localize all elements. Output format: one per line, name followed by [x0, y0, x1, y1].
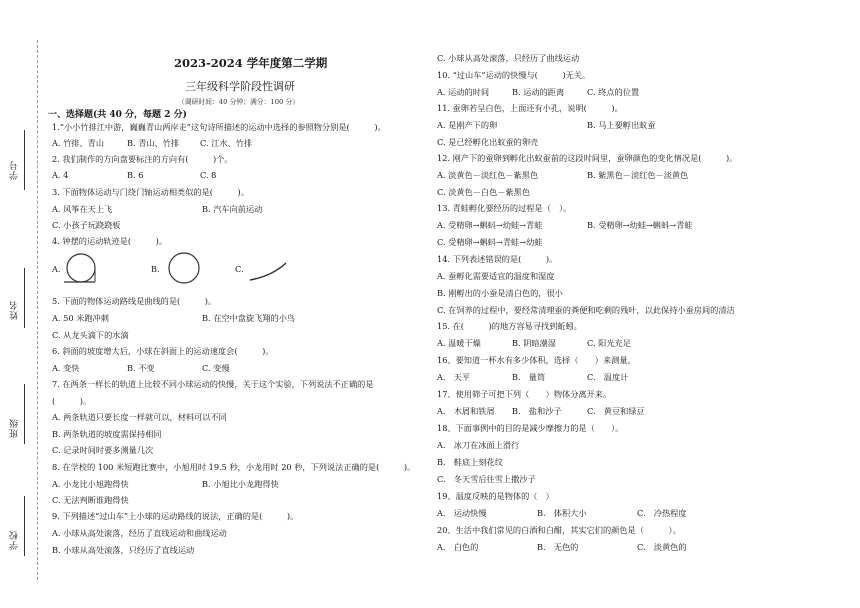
class-line	[24, 384, 25, 444]
q17-option-a[interactable]: A. 木屑和铁屑	[437, 406, 495, 416]
q9-option-c[interactable]: C. 小球从高处滚落，只经历了曲线运动	[437, 53, 580, 63]
q4-stem: 4. 钟摆的运动轨迹是( )。	[52, 236, 168, 246]
school-line	[24, 496, 25, 556]
school-label: 学校	[10, 530, 20, 550]
q4-figure-a	[62, 251, 102, 287]
q15-option-a[interactable]: A. 温暖干燥	[437, 338, 481, 348]
q12-stem: 12. 刚产下的蚕卵到孵化出蚁蚕前的这段时间里，蚕卵颜色的变化情况是( )。	[437, 153, 738, 163]
q10-option-a[interactable]: A. 运动的时间	[437, 87, 490, 97]
q9-stem: 9. 下列描述“过山车”上小球的运动路线的说法，正确的是( )。	[52, 511, 299, 521]
q6-stem: 6. 斜面的坡度增大后，小球在斜面上的运动速度会( )。	[52, 346, 274, 356]
q7-stem: 7. 在两条一样长的轨道上比较不同小球运动的快慢，关于这个实验，下列说法不正确的是	[52, 379, 374, 389]
q15-stem: 15. 在( )的地方容易寻找到蚯蚓。	[437, 321, 582, 331]
q14-option-c[interactable]: C. 在饲养的过程中，要经常清理蚕的粪便和吃剩的残叶，以此保持小蚕房间的清洁	[437, 305, 735, 315]
q5-stem: 5. 下面的物体运动路线是曲线的是( )。	[52, 296, 217, 306]
q12-option-c[interactable]: C. 淡黄色－白色－紫黑色	[437, 187, 531, 197]
q6-option-c[interactable]: C. 变慢	[202, 363, 230, 373]
q16-option-b[interactable]: B. 量筒	[512, 372, 546, 382]
q20-option-b[interactable]: B. 无色的	[537, 542, 579, 552]
q2-option-c[interactable]: C. 8	[200, 170, 217, 180]
q12-option-b[interactable]: B. 紫黑色－淡红色－淡黄色	[587, 170, 689, 180]
section-heading: 一、选择题(共 40 分，每题 2 分)	[48, 110, 187, 120]
q19-option-a[interactable]: A. 运动快慢	[437, 508, 487, 518]
q6-option-a[interactable]: A. 变快	[52, 363, 80, 373]
q5-option-a[interactable]: A. 50 米跑冲刺	[52, 313, 109, 323]
name-line	[24, 268, 25, 328]
q16-option-a[interactable]: A. 天平	[437, 372, 471, 382]
q20-option-c[interactable]: C. 淡黄色的	[637, 542, 687, 552]
q11-option-b[interactable]: B. 马上要孵出蚁蚕	[587, 120, 656, 130]
name-label: 姓名	[10, 300, 20, 320]
binding-strip	[0, 0, 40, 608]
q9-option-a[interactable]: A. 小球从高处滚落，经历了直线运动和曲线运动	[52, 528, 227, 538]
q4-option-b[interactable]: B.	[151, 264, 160, 274]
q2-stem: 2. 我们制作的方向盘要标注的方向有( )个。	[52, 154, 233, 164]
q7-option-a[interactable]: A. 两条轨道只要长度一样就可以，材料可以不同	[52, 412, 227, 422]
q15-option-b[interactable]: B. 阴暗潮湿	[512, 338, 556, 348]
q13-option-b[interactable]: B. 受精卵→幼蛙→蝌蚪→青蛙	[587, 220, 693, 230]
q11-stem: 11. 蚕卵若呈白色，上面还有小孔，说明( )。	[437, 103, 623, 113]
cut-line	[37, 40, 38, 580]
q19-option-c[interactable]: C. 冷热程度	[637, 508, 687, 518]
q2-option-a[interactable]: A. 4	[52, 170, 69, 180]
q3-stem: 3. 下面物体运动与门绕门轴运动相类似的是( )。	[52, 187, 249, 197]
q13-option-a[interactable]: A. 受精卵→蝌蚪→幼蛙→青蛙	[437, 220, 543, 230]
q14-option-a[interactable]: A. 蚕孵化需要适宜的温度和湿度	[437, 271, 555, 281]
q4-figure-b	[165, 251, 205, 287]
q5-option-b[interactable]: B. 在空中盘旋飞翔的小鸟	[202, 313, 296, 323]
q1-option-c[interactable]: C. 江水、竹排	[200, 138, 253, 148]
q11-option-a[interactable]: A. 是刚产下的卵	[437, 120, 498, 130]
q13-option-c[interactable]: C. 受精卵→蝌蚪→青蛙→幼蛙	[437, 237, 543, 247]
q18-option-c[interactable]: C. 冬天雪后往雪上撒沙子	[437, 474, 536, 484]
q1-stem: 1.“小小竹排江中游，巍巍青山两岸走”这句诗所描述的运动中选择的参照物分别是( )。	[52, 122, 386, 132]
q20-option-a[interactable]: A. 白色的	[437, 542, 479, 552]
q18-option-a[interactable]: A. 冰刀在冰面上滑行	[437, 440, 520, 450]
q15-option-c[interactable]: C. 阳光充足	[587, 338, 631, 348]
q14-option-b[interactable]: B. 刚孵出的小蚕是清白色的，很小	[437, 288, 563, 298]
q17-option-b[interactable]: B. 盐和沙子	[512, 406, 562, 416]
q19-stem: 19、温度反映的是物体的（ ）	[437, 491, 554, 501]
q6-option-b[interactable]: B. 不变	[127, 363, 155, 373]
q16-stem: 16、要知道一杯水有多少体积，选择（ ）来测量。	[437, 355, 636, 365]
q7-stem-continued: ( )。	[52, 396, 92, 406]
q4-figure-c	[246, 260, 292, 284]
q16-option-c[interactable]: C. 温度计	[587, 372, 629, 382]
class-label: 班级	[10, 418, 20, 438]
q1-option-b[interactable]: B. 青山、竹排	[127, 138, 180, 148]
q10-option-c[interactable]: C. 终点的位置	[587, 87, 640, 97]
q2-option-b[interactable]: B. 6	[127, 170, 144, 180]
q19-option-b[interactable]: B. 体积大小	[537, 508, 587, 518]
q13-stem: 13. 青蛙孵化要经历的过程是（ ）。	[437, 203, 572, 213]
student-id-line	[24, 130, 25, 190]
q4-option-c[interactable]: C.	[235, 264, 244, 274]
q1-option-a[interactable]: A. 竹排、青山	[52, 138, 105, 148]
q8-option-c[interactable]: C. 无法判断谁跑得快	[52, 495, 129, 505]
q8-option-a[interactable]: A. 小龙比小旭跑得快	[52, 479, 129, 489]
q10-stem: 10. “过山车”运动的快慢与( )无关。	[437, 70, 591, 80]
q8-stem: 8. 在学校的 100 米短跑比赛中，小旭用时 19.5 秒，小龙用时 20 秒，下列说法正确的是( )。	[52, 462, 416, 472]
q3-option-a[interactable]: A. 风筝在天上飞	[52, 204, 113, 214]
q10-option-b[interactable]: B. 运动的距离	[512, 87, 565, 97]
student-id-label: 学号	[10, 160, 20, 180]
q18-option-b[interactable]: B. 鞋底上刻花纹	[437, 457, 503, 467]
q14-stem: 14. 下列表述错误的是( )。	[437, 254, 558, 264]
q11-option-c[interactable]: C. 是已经孵化出蚁蚕的卵壳	[437, 137, 539, 147]
q17-option-c[interactable]: C. 黄豆和绿豆	[587, 406, 645, 416]
q12-option-a[interactable]: A. 淡黄色－淡红色－紫黑色	[437, 170, 539, 180]
q5-option-c[interactable]: C. 从龙头滴下的水滴	[52, 330, 129, 340]
q3-option-b[interactable]: B. 汽车向前运动	[202, 204, 263, 214]
exam-note: （调研时间：40 分钟；满分：100 分）	[178, 98, 300, 106]
exam-subtitle: 三年级科学阶段性调研	[185, 80, 295, 93]
q4-option-a[interactable]: A.	[52, 264, 61, 274]
q3-option-c[interactable]: C. 小孩子玩跷跷板	[52, 220, 121, 230]
q17-stem: 17、使用筛子可把下列（ ）物体分离开来。	[437, 389, 612, 399]
q7-option-c[interactable]: C. 记录时间时要多测量几次	[52, 445, 154, 455]
q7-option-b[interactable]: B. 两条轨道的坡度需保持相同	[52, 429, 162, 439]
q8-option-b[interactable]: B. 小旭比小龙跑得快	[202, 479, 279, 489]
q18-stem: 18、下面事例中的目的是减少摩擦力的是（ ）。	[437, 423, 624, 433]
exam-title: 2023-2024 学年度第二学期	[174, 56, 328, 70]
q9-option-b[interactable]: B. 小球从高处滚落，只经历了直线运动	[52, 545, 195, 555]
q20-stem: 20、生活中我们常见的白酒和白醋，其实它们的颜色是（ ）。	[437, 525, 681, 535]
